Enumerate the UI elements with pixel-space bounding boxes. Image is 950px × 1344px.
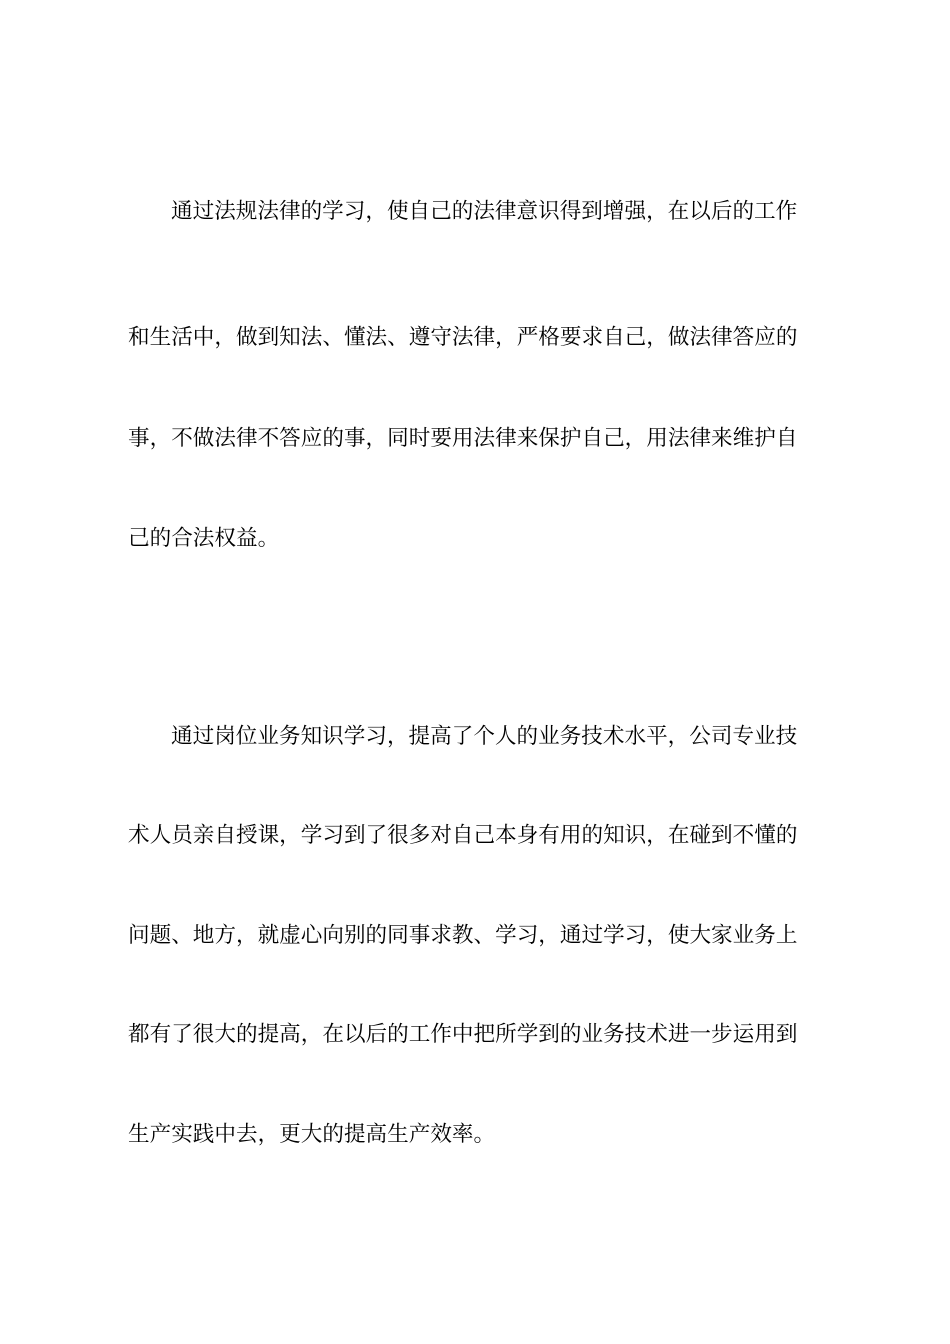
text-line: 术人员亲自授课，学习到了很多对自己本身有用的知识，在碰到不懂的 xyxy=(128,823,798,848)
text-line: 通过法规法律的学习，使自己的法律意识得到增强，在以后的工作 xyxy=(171,199,798,224)
text-line: 和生活中，做到知法、懂法、遵守法律，严格要求自己，做法律答应的 xyxy=(128,325,798,350)
text-line: 通过岗位业务知识学习，提高了个人的业务技术水平，公司专业技 xyxy=(171,724,798,749)
text-line: 都有了很大的提高，在以后的工作中把所学到的业务技术进一步运用到 xyxy=(128,1022,798,1047)
text-line: 事，不做法律不答应的事，同时要用法律来保护自己，用法律来维护自 xyxy=(128,426,798,451)
text-line: 己的合法权益。 xyxy=(128,526,280,551)
text-line: 问题、地方，就虚心向别的同事求教、学习，通过学习，使大家业务上 xyxy=(128,923,798,948)
text-line: 生产实践中去，更大的提高生产效率。 xyxy=(128,1122,496,1147)
